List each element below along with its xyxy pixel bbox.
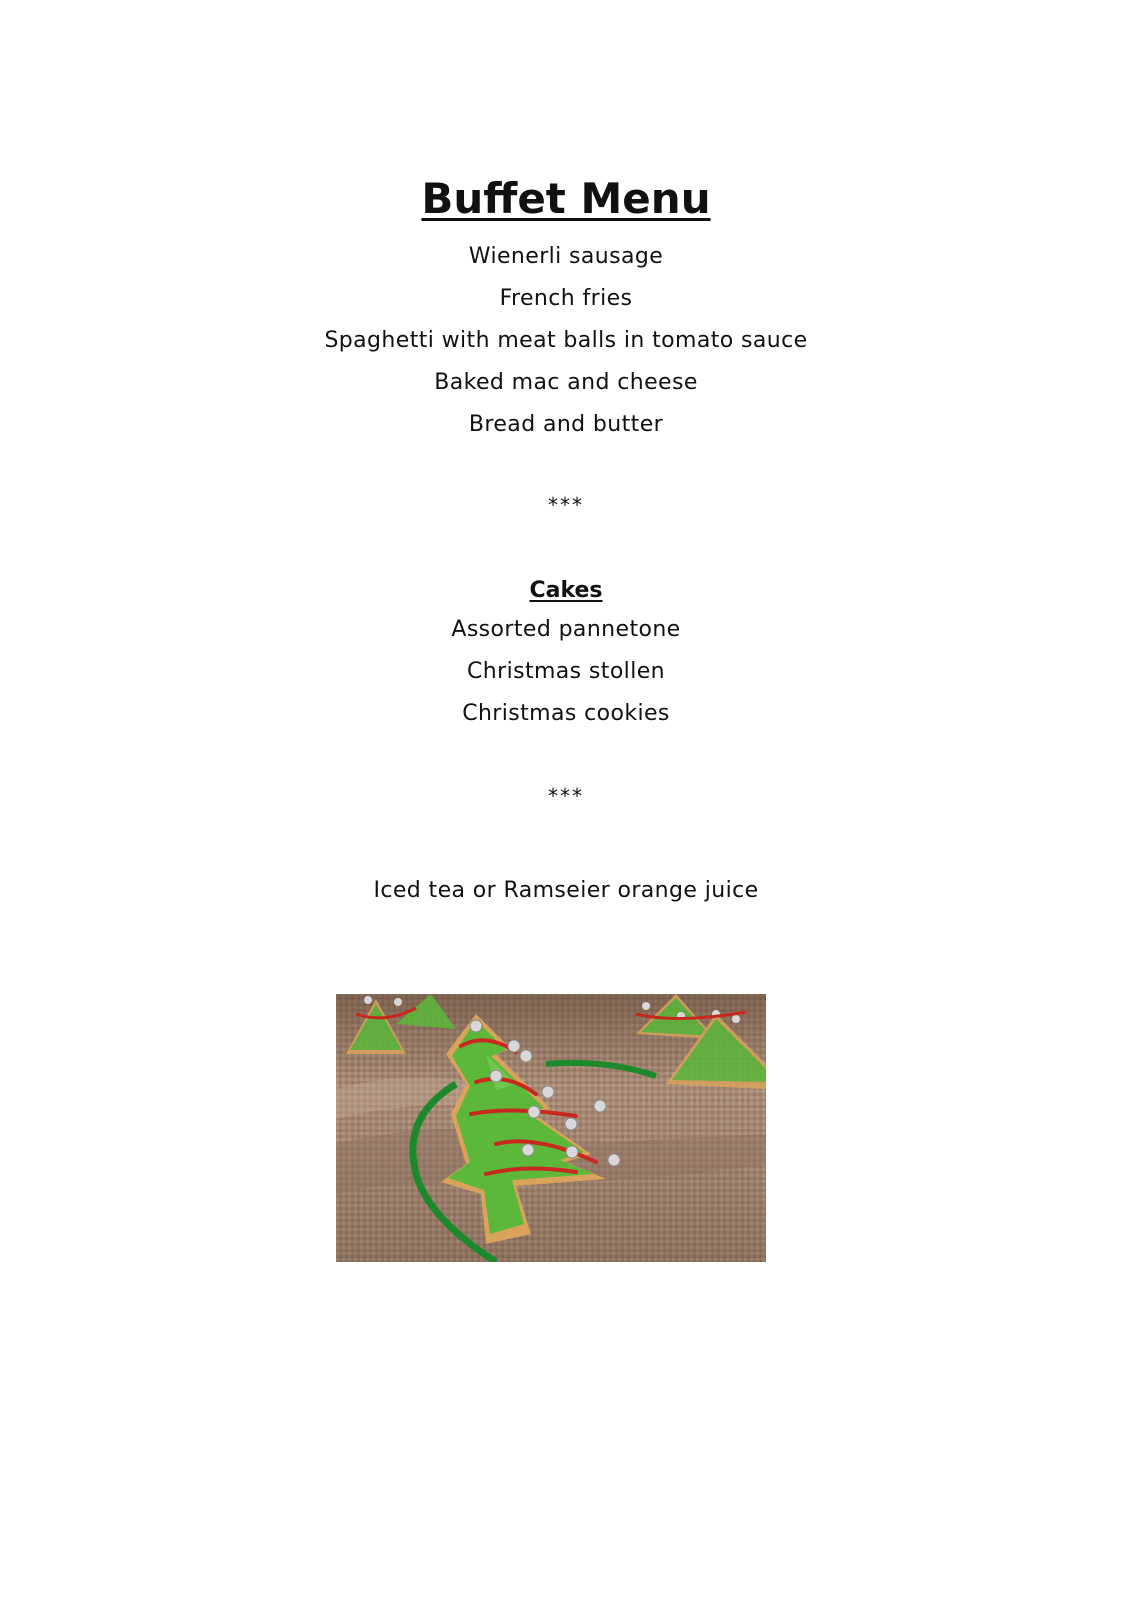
menu-item: Baked mac and cheese (434, 370, 698, 395)
menu-item: Wienerli sausage (468, 244, 664, 269)
section-separator: *** (548, 493, 584, 517)
menu-item: French fries (499, 286, 633, 311)
menu-item: Assorted pannetone (451, 617, 681, 642)
cakes-heading: Cakes (529, 578, 603, 603)
menu-item: Spaghetti with meat balls in tomato sauce (324, 328, 808, 353)
drinks-line: Iced tea or Ramseier orange juice (373, 878, 759, 903)
menu-item: Christmas cookies (462, 701, 670, 726)
cakes-list (0, 609, 1132, 735)
christmas-cookie-photo (336, 994, 766, 1262)
mains-list (0, 236, 1132, 446)
section-separator: *** (548, 784, 584, 808)
page-title: Buffet Menu (421, 174, 711, 224)
menu-item: Christmas stollen (467, 659, 665, 684)
menu-item: Bread and butter (468, 412, 664, 437)
